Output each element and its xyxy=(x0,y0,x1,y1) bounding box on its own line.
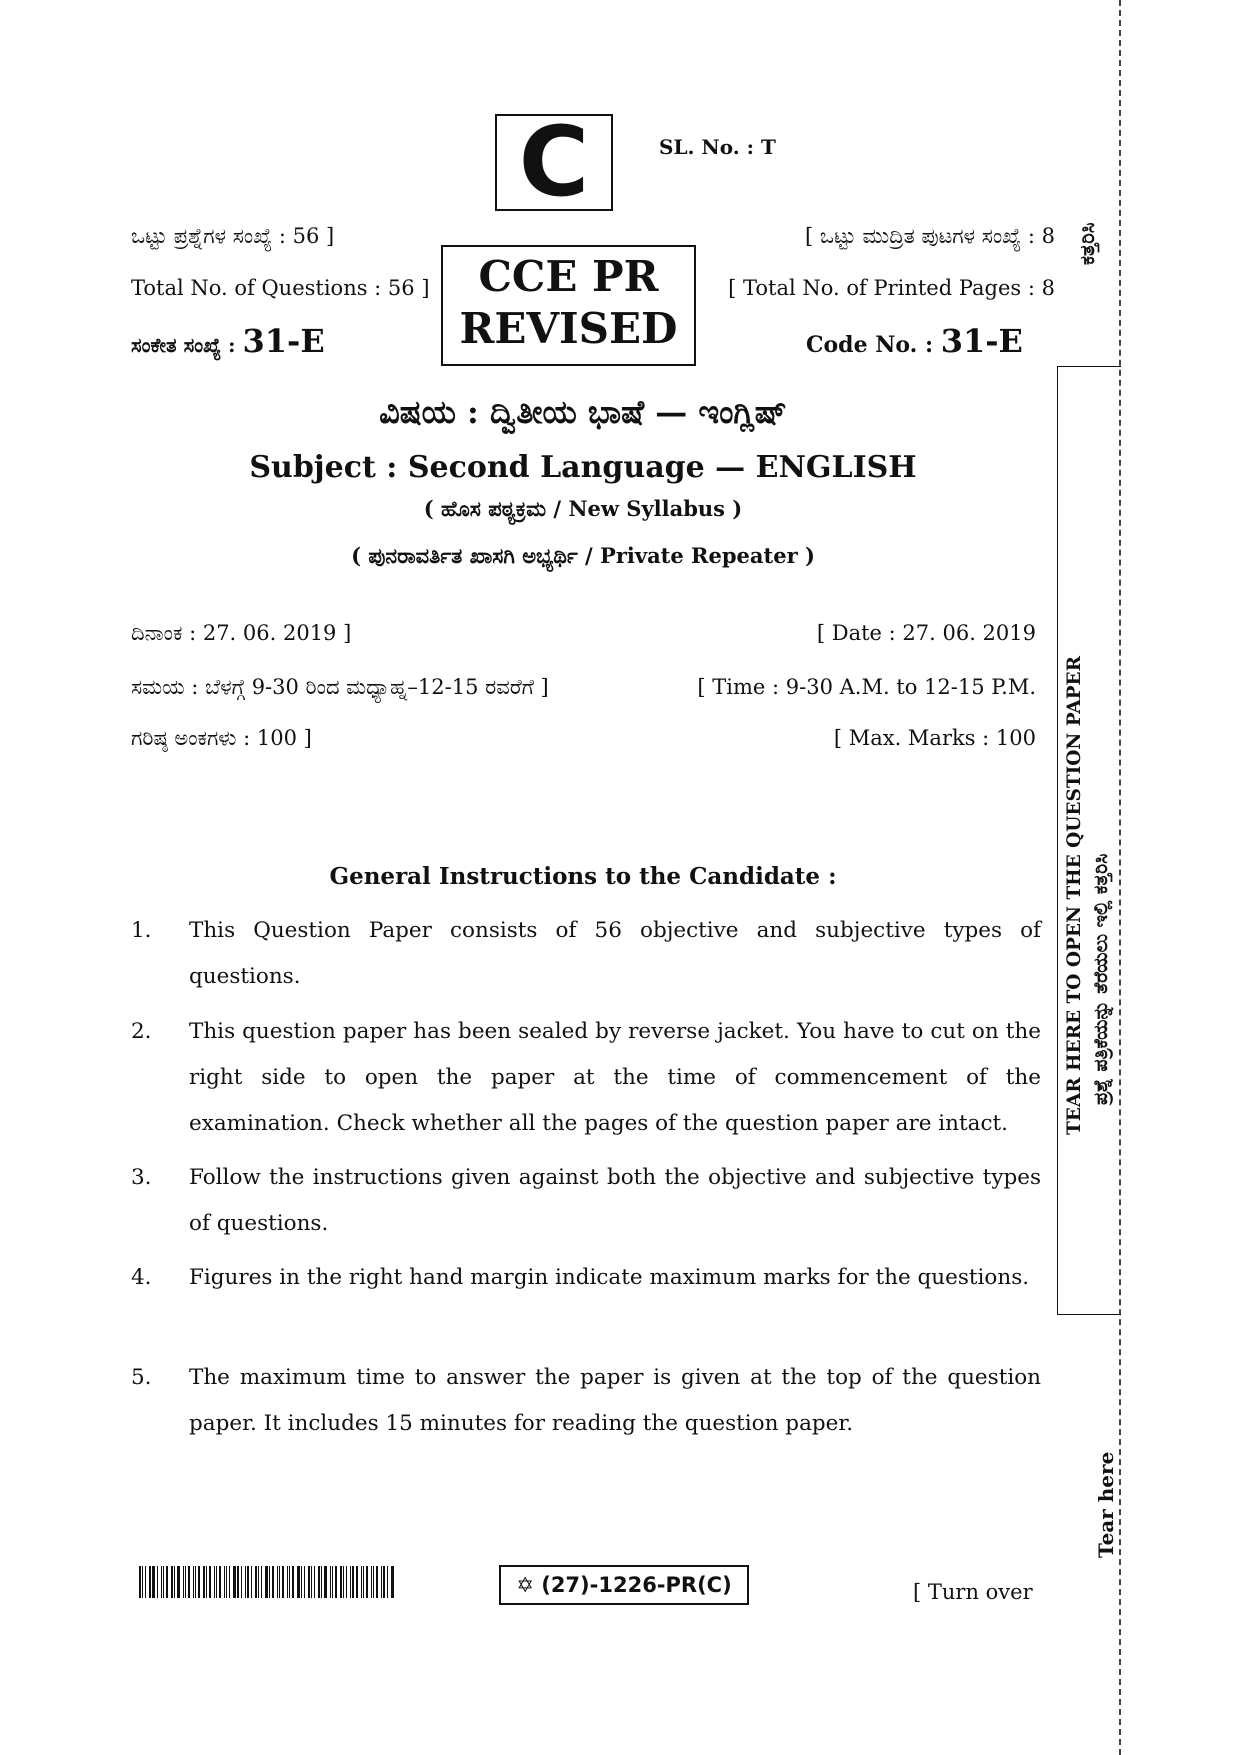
instruction-number: 4. xyxy=(131,1265,152,1290)
instruction-item xyxy=(131,908,1041,1000)
barcode-bar xyxy=(219,1566,221,1598)
revised-label: REVISED xyxy=(459,304,678,353)
total-pages-kannada: [ ಒಟ್ಟು ಮುದ್ರಿತ ಪುಟಗಳ ಸಂಖ್ಯೆ : 8 xyxy=(804,224,1055,248)
barcode-bar xyxy=(261,1566,262,1598)
code-english-value: 31-E xyxy=(940,322,1023,360)
barcode-bar xyxy=(381,1566,382,1598)
tear-instruction-kannada: ಪ್ರಶ್ನೆ ಪತ್ರಿಕೆಯನ್ನು ತೆರೆಯಲು ಇಲ್ಲಿ ಕತ್ತರಿಸಿ xyxy=(1090,853,1112,1105)
barcode-bar xyxy=(373,1566,374,1598)
time-kannada: ಸಮಯ : ಬೆಳಗ್ಗೆ 9-30 ರಿಂದ ಮಧ್ಯಾಹ್ನ–12-15 ರವರೆಗೆ ] xyxy=(131,675,549,699)
barcode-bar xyxy=(157,1566,158,1598)
barcode-bar xyxy=(255,1566,257,1598)
max-marks-kannada: ಗರಿಷ್ಠ ಅಂಕಗಳು : 100 ] xyxy=(131,726,312,750)
barcode-bar xyxy=(139,1566,141,1598)
barcode-bar xyxy=(282,1566,284,1598)
barcode-bar xyxy=(272,1566,274,1598)
total-pages-english: [ Total No. of Printed Pages : 8 xyxy=(728,276,1055,300)
barcode-bar xyxy=(247,1566,249,1598)
code-kannada-value: 31-E xyxy=(242,322,325,360)
barcode-bar xyxy=(152,1566,155,1598)
barcode-bar xyxy=(352,1566,354,1598)
instruction-number: 3. xyxy=(131,1165,152,1190)
barcode-bar xyxy=(245,1566,246,1598)
barcode-bar xyxy=(363,1566,364,1598)
barcode-bar xyxy=(216,1566,217,1598)
paper-code-box: ✡ (27)-1226-PR(C) xyxy=(499,1565,749,1605)
barcode-bar xyxy=(350,1566,351,1598)
subject-kannada: ವಿಷಯ : ದ್ವಿತೀಯ ಭಾಷೆ — ಇಂಗ್ಲಿಷ್ xyxy=(379,393,787,431)
barcode-bar xyxy=(269,1566,270,1598)
barcode-bar xyxy=(366,1566,368,1598)
code-kannada-label: ಸಂಕೇತ ಸಂಖ್ಯೆ : xyxy=(131,333,243,357)
barcode-bar xyxy=(203,1566,205,1598)
barcode-bar xyxy=(149,1566,151,1598)
barcode-bar xyxy=(335,1566,337,1598)
subject-english: Subject : Second Language — ENGLISH xyxy=(249,450,917,485)
instruction-text: Figures in the right hand margin indicate maximum marks for the questions. xyxy=(189,1265,1030,1290)
barcode-bar xyxy=(371,1566,372,1598)
instruction-item xyxy=(131,1255,1041,1301)
barcode-bar xyxy=(340,1566,342,1598)
barcode-bar xyxy=(287,1566,288,1598)
barcode-bar xyxy=(177,1566,180,1598)
barcode-bar xyxy=(321,1566,322,1598)
barcode-bar xyxy=(346,1566,347,1598)
barcode-bar xyxy=(209,1566,212,1598)
barcode-bar xyxy=(387,1566,388,1598)
instruction-text: This question paper has been sealed by reverse jacket. You have to cut on the right side to open the paper at the time of commencement of the examination. Check whether all the pages of the question paper are intact. xyxy=(189,1019,1041,1136)
barcode xyxy=(139,1566,395,1598)
barcode-bar xyxy=(226,1566,227,1598)
code-number-english xyxy=(806,322,1023,360)
barcode-bar xyxy=(391,1566,394,1598)
barcode-bar xyxy=(145,1566,146,1598)
barcode-bar xyxy=(163,1566,164,1598)
barcode-bar xyxy=(161,1566,162,1598)
instruction-text: Follow the instructions given against both the objective and subjective types of questions. xyxy=(189,1165,1041,1236)
total-questions-kannada: ಒಟ್ಟು ಪ್ರಶ್ನೆಗಳ ಸಂಖ್ಯೆ : 56 ] xyxy=(131,224,335,248)
barcode-bar xyxy=(265,1566,268,1598)
barcode-bar xyxy=(258,1566,259,1598)
barcode-bar xyxy=(233,1566,236,1598)
barcode-bar xyxy=(206,1566,207,1598)
syllabus-line: ( ಹೊಸ ಪಠ್ಯಕ್ರಮ / New Syllabus ) xyxy=(423,496,743,521)
turn-over-label: [ Turn over xyxy=(913,1580,1033,1604)
barcode-bar xyxy=(166,1566,168,1598)
instruction-number: 2. xyxy=(131,1019,152,1044)
barcode-bar xyxy=(330,1566,331,1598)
barcode-bar xyxy=(301,1566,302,1598)
barcode-bar xyxy=(198,1566,200,1598)
set-letter-box: C xyxy=(495,114,613,211)
barcode-bar xyxy=(308,1566,310,1598)
barcode-bar xyxy=(188,1566,190,1598)
time-english: [ Time : 9-30 A.M. to 12-15 P.M. xyxy=(697,675,1036,699)
barcode-bar xyxy=(193,1566,194,1598)
instruction-text: The maximum time to answer the paper is given at the top of the question paper. It includes 15 minutes for reading the question paper. xyxy=(189,1365,1041,1436)
barcode-bar xyxy=(297,1566,300,1598)
tear-here-label: Tear here xyxy=(1094,1451,1118,1558)
barcode-bar xyxy=(224,1566,225,1598)
candidate-type-line: ( ಪುನರಾವರ್ತಿತ ಖಾಸಗಿ ಅಭ್ಯರ್ಥಿ / Private Repeater ) xyxy=(351,543,815,568)
date-english: [ Date : 27. 06. 2019 xyxy=(816,621,1036,645)
instructions-title: General Instructions to the Candidate : xyxy=(329,863,837,890)
barcode-bar xyxy=(251,1566,252,1598)
barcode-bar xyxy=(277,1566,278,1598)
barcode-bar xyxy=(195,1566,196,1598)
instruction-number: 1. xyxy=(131,918,152,943)
barcode-bar xyxy=(343,1566,344,1598)
barcode-bar xyxy=(174,1566,175,1598)
barcode-bar xyxy=(311,1566,312,1598)
code-number-kannada xyxy=(131,322,325,360)
instruction-item xyxy=(131,1355,1041,1447)
barcode-bar xyxy=(289,1566,290,1598)
barcode-bar xyxy=(383,1566,385,1598)
barcode-bar xyxy=(304,1566,305,1598)
barcode-bar xyxy=(185,1566,186,1598)
cce-pr-label: CCE PR xyxy=(478,252,659,301)
cce-pr-revised-box xyxy=(441,245,696,366)
instruction-item xyxy=(131,1009,1041,1147)
barcode-bar xyxy=(332,1566,333,1598)
barcode-bar xyxy=(237,1566,239,1598)
barcode-bar xyxy=(241,1566,242,1598)
barcode-bar xyxy=(292,1566,294,1598)
barcode-bar xyxy=(229,1566,230,1598)
serial-number: SL. No. : T xyxy=(659,135,776,159)
barcode-bar xyxy=(356,1566,359,1598)
code-english-label: Code No. : xyxy=(806,332,941,358)
barcode-bar xyxy=(183,1566,184,1598)
barcode-bar xyxy=(361,1566,362,1598)
instruction-item xyxy=(131,1155,1041,1247)
max-marks-english: [ Max. Marks : 100 xyxy=(833,726,1036,750)
barcode-bar xyxy=(318,1566,320,1598)
instruction-text: This Question Paper consists of 56 objective and subjective types of questions. xyxy=(189,918,1041,989)
barcode-bar xyxy=(314,1566,315,1598)
barcode-bar xyxy=(324,1566,327,1598)
barcode-bar xyxy=(171,1566,173,1598)
tear-instruction-english: TEAR HERE TO OPEN THE QUESTION PAPER xyxy=(1064,655,1085,1135)
barcode-bar xyxy=(214,1566,215,1598)
barcode-bar xyxy=(142,1566,143,1598)
barcode-bar xyxy=(376,1566,378,1598)
total-questions-english: Total No. of Questions : 56 ] xyxy=(131,276,430,300)
date-kannada: ದಿನಾಂಕ : 27. 06. 2019 ] xyxy=(131,621,352,645)
tear-kannada-top: ಕತ್ತರಿಸಿ xyxy=(1075,222,1099,265)
barcode-bar xyxy=(279,1566,280,1598)
instruction-number: 5. xyxy=(131,1365,152,1390)
